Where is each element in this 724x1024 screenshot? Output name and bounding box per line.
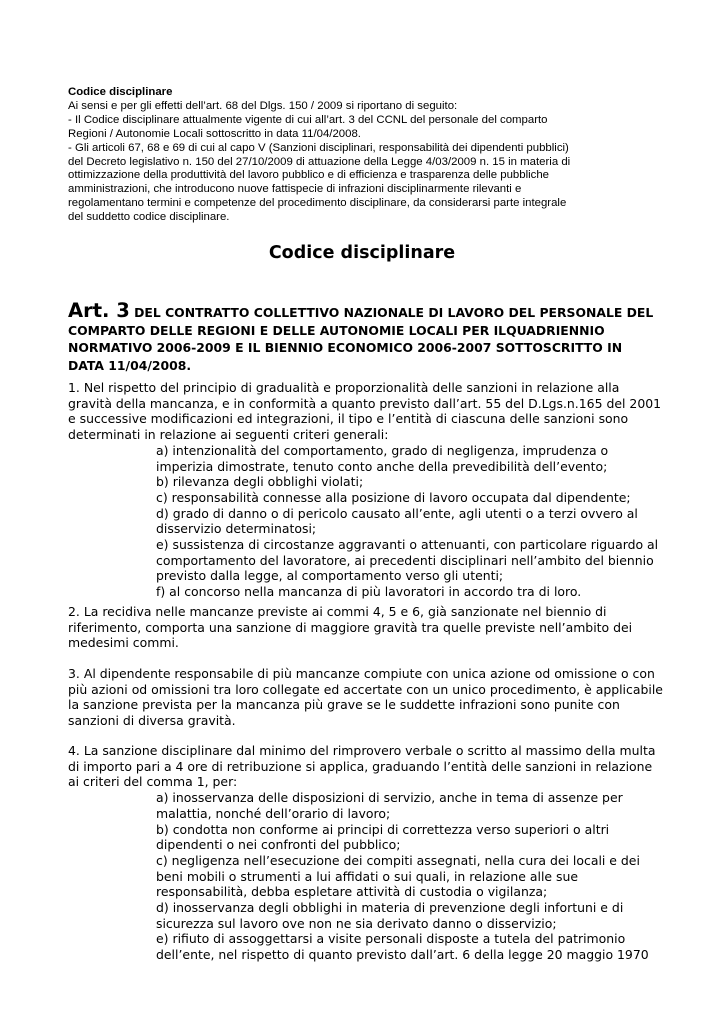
intro-line: del suddetto codice disciplinare. — [68, 211, 230, 224]
intro-line: - Il Codice disciplinare attualmente vigente di cui all’art. 3 del CCNL del personale del comparto — [68, 113, 548, 126]
list-item-line: disservizio determinatosi; — [156, 521, 317, 537]
list-item-line: c) responsabilità connesse alla posizione di lavoro occupata dal dipendente; — [156, 489, 631, 505]
list-item-line: d) grado di danno o di pericolo causato all’ente, agli utenti o a terzi ovvero al — [156, 505, 638, 521]
list-item-line: a) intenzionalità del comportamento, grado di negligenza, imprudenza o — [156, 442, 609, 458]
intro-line: regolamentano termini e competenze del procedimento disciplinare, da considerarsi parte integrale — [68, 197, 567, 210]
list-item-line: f) al concorso nella mancanza di più lavoratori in accordo tra di loro. — [156, 584, 582, 600]
paragraph-line: 1. Nel rispetto del principio di gradualità e proporzionalità delle sanzioni in relazione alla — [68, 380, 620, 395]
list-item-line: dell’ente, nel rispetto di quanto previsto dall’art. 6 della legge 20 maggio 1970 — [156, 947, 649, 963]
paragraph-line: 2. La recidiva nelle mancanze previste ai commi 4, 5 e 6, già sanzionate nel biennio di — [68, 604, 607, 619]
article-heading — [68, 299, 668, 374]
intro-line: Ai sensi e per gli effetti dell’art. 68 del Dlgs. 150 / 2009 si riportano di seguito: — [68, 99, 458, 112]
intro-block — [68, 86, 648, 225]
intro-line: ottimizzazione della produttività del lavoro pubblico e di efficienza e trasparenza delle pubbliche — [68, 169, 550, 182]
paragraph-line: e successive modificazioni ed integrazioni, il tipo e l’entità di ciascuna delle sanzioni sono — [68, 411, 629, 427]
paragraph-line: di importo pari a 4 ore di retribuzione si applica, graduando l’entità delle sanzioni in relazione — [68, 758, 653, 774]
list-item-line: c) negligenza nell’esecuzione dei compiti assegnati, nella cura dei locali e dei — [156, 852, 640, 868]
paragraph-line: medesimi commi. — [68, 635, 179, 651]
paragraph-1 — [68, 380, 668, 600]
list-item-line: comportamento del lavoratore, ai precedenti disciplinari nell’ambito del biennio — [156, 552, 654, 568]
article-heading-text: DEL CONTRATTO COLLETTIVO NAZIONALE DI LAVORO DEL PERSONALE DEL — [129, 305, 654, 320]
paragraph-2 — [68, 604, 668, 651]
list-item-line: b) condotta non conforme ai principi di correttezza verso superiori o altri — [156, 821, 610, 837]
list-item-line: malattia, nonché dell’orario di lavoro; — [156, 805, 391, 821]
list-item-line: b) rilevanza degli obblighi violati; — [156, 474, 364, 490]
list-item-line: dipendenti o nei confronti del pubblico; — [156, 837, 401, 853]
paragraph-line: 4. La sanzione disciplinare dal minimo del rimprovero verbale o scritto al massimo della multa — [68, 743, 656, 758]
list-item-line: a) inosservanza delle disposizioni di servizio, anche in tema di assenze per — [156, 790, 623, 806]
paragraph-4 — [68, 743, 668, 963]
intro-line: amministrazioni, che introducono nuove fattispecie di infrazioni disciplinarmente rilevanti e — [68, 183, 522, 196]
intro-line: Regioni / Autonomie Locali sottoscritto in data 11/04/2008. — [68, 127, 361, 140]
intro-title: Codice disciplinare — [68, 86, 173, 98]
article-heading-line — [68, 299, 668, 322]
article-heading-line: NORMATIVO 2006-2009 E IL BIENNIO ECONOMICO 2006-2007 SOTTOSCRITTO IN — [68, 340, 623, 356]
paragraph-line: gravità della mancanza, e in conformità a quanto previsto dall’art. 55 del D.Lgs.n.165 del 2001 — [68, 395, 662, 411]
intro-line: - Gli articoli 67, 68 e 69 di cui al capo V (Sanzioni disciplinari, responsabilità dei dipendenti pubblici) — [68, 141, 569, 154]
paragraph-line: riferimento, comporta una sanzione di maggiore gravità tra quelle previste nell’ambito dei — [68, 619, 633, 635]
list-item-line: imperizia dimostrate, tenuto conto anche della prevedibilità dell’evento; — [156, 458, 608, 474]
article-heading-line: DATA 11/04/2008. — [68, 357, 192, 373]
document-title: Codice disciplinare — [268, 243, 456, 263]
list-item-line: d) inosservanza degli obblighi in materia di prevenzione degli infortuni e di — [156, 900, 624, 916]
paragraph-line: sanzioni di diversa gravità. — [68, 713, 236, 729]
paragraph-line: determinati in relazione ai seguenti criteri generali: — [68, 427, 389, 443]
intro-line: del Decreto legislativo n. 150 del 27/10/2009 di attuazione della Legge 4/03/2009 n. 15 in materia di — [68, 155, 571, 168]
list-item-line: e) sussistenza di circostanze aggravanti o attenuanti, con particolare riguardo al — [156, 537, 659, 553]
paragraph-line: ai criteri del comma 1, per: — [68, 774, 238, 790]
paragraph-line: più azioni od omissioni tra loro collegate ed accertate con un unico procedimento, è applicabile — [68, 681, 663, 697]
list-item-line: responsabilità, debba espletare attività di custodia o vigilanza; — [156, 884, 548, 900]
paragraph-line: la sanzione prevista per la mancanza più grave se le suddette infrazioni sono punite con — [68, 697, 620, 713]
list-item-line: beni mobili o strumenti a lui affidati o sui quali, in relazione alle sue — [156, 868, 579, 884]
paragraph-line: 3. Al dipendente responsabile di più mancanze compiute con unica azione od omissione o con — [68, 666, 655, 681]
article-number: Art. 3 — [68, 299, 130, 322]
paragraph-3 — [68, 666, 668, 729]
list-item-line: previsto dalla legge, al comportamento verso gli utenti; — [156, 568, 504, 584]
article-heading-line: COMPARTO DELLE REGIONI E DELLE AUTONOMIE LOCALI PER ILQUADRIENNIO — [68, 322, 605, 338]
list-item-line: sicurezza sul lavoro ove non ne sia derivato danno o disservizio; — [156, 915, 557, 931]
list-item-line: e) rifiuto di assoggettarsi a visite personali disposte a tutela del patrimonio — [156, 931, 626, 947]
